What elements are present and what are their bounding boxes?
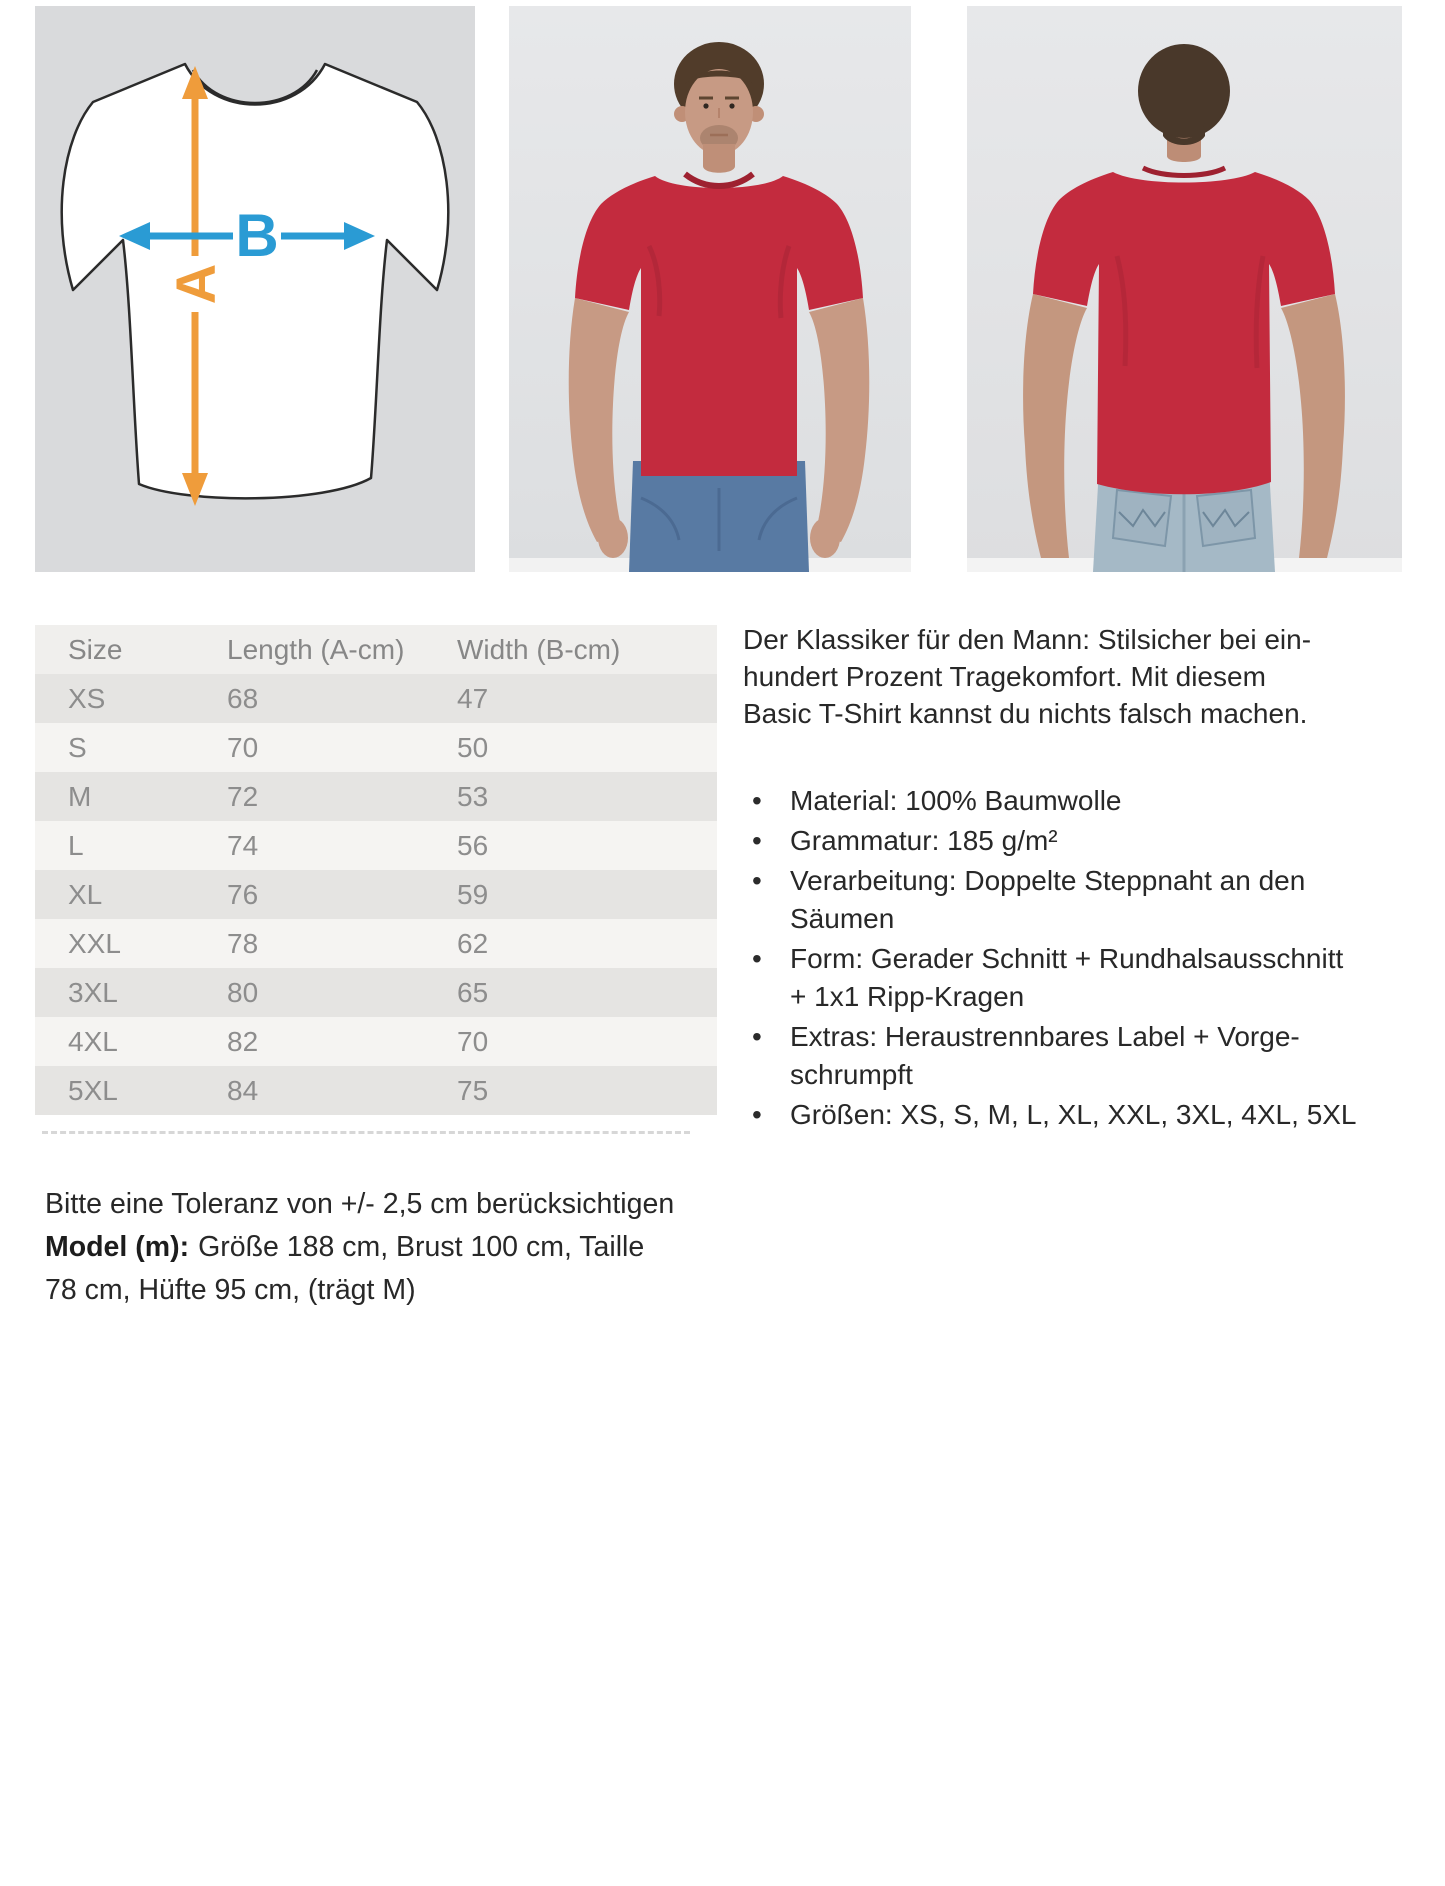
table-cell: 82: [227, 1025, 259, 1057]
table-row: [35, 1017, 717, 1066]
table-cell: 75: [457, 1074, 489, 1106]
tshirt-measurement-diagram: [35, 6, 475, 572]
table-cell: 53: [457, 780, 489, 812]
bullet-item: [743, 862, 1393, 938]
table-cell: L: [68, 829, 84, 861]
table-cell: 65: [457, 976, 489, 1008]
table-row: [35, 1066, 717, 1115]
header-cell: Width (B-cm): [457, 633, 621, 665]
table-row: [35, 821, 717, 870]
label-b: B: [235, 202, 279, 269]
model-measurements: Größe 188 cm, Brust 100 cm, Taille: [198, 1231, 645, 1263]
header-cell: Size: [68, 633, 123, 665]
front-left-hand: [598, 518, 628, 558]
intro-line: hundert Prozent Tragekomfort. Mit diesem: [743, 661, 1266, 692]
header-cell: Length (A-cm): [227, 633, 405, 665]
table-cell: 78: [227, 927, 259, 959]
table-row: [35, 968, 717, 1017]
bullet-item: [743, 1018, 1393, 1094]
label-a: A: [164, 263, 227, 305]
table-cell: 50: [457, 731, 489, 763]
bullet-line: + 1x1 Ripp-Kragen: [790, 981, 1025, 1012]
bullet-line: • Form: Gerader Schnitt + Rundhalsausschnitt: [790, 943, 1344, 974]
table-cell: 76: [227, 878, 259, 910]
table-cell: XXL: [68, 927, 121, 959]
model-back-illustration: [967, 6, 1402, 572]
model-front-illustration: [509, 6, 911, 572]
front-right-hand: [810, 518, 840, 558]
size-chart-table: [35, 625, 717, 1115]
table-cell: 56: [457, 829, 489, 861]
table-scroll-artifact: [42, 1131, 690, 1134]
table-cell: 72: [227, 780, 259, 812]
table-row: [35, 870, 717, 919]
intro-line: Basic T-Shirt kannst du nichts falsch machen.: [743, 698, 1308, 729]
model-front-photo: [509, 6, 911, 572]
table-row: [35, 723, 717, 772]
description-intro: [743, 621, 1393, 732]
bullet-item: [743, 822, 1393, 860]
model-back-photo: [967, 6, 1402, 572]
table-cell: 84: [227, 1074, 259, 1106]
table-cell: 4XL: [68, 1025, 118, 1057]
table-cell: 47: [457, 682, 489, 714]
table-row: [35, 919, 717, 968]
table-cell: S: [68, 731, 87, 763]
size-notes: [45, 1183, 674, 1312]
table-header-row: [35, 625, 717, 674]
table-cell: 3XL: [68, 976, 118, 1008]
table-cell: 70: [457, 1025, 489, 1057]
model-label: Model (m):: [45, 1231, 190, 1263]
model-info-line2: 78 cm, Hüfte 95 cm, (trägt M): [45, 1274, 416, 1306]
table-row: [35, 674, 717, 723]
tolerance-note: Bitte eine Toleranz von +/- 2,5 cm berücksichtigen: [45, 1188, 675, 1220]
bullet-line: • Grammatur: 185 g/m²: [790, 825, 1058, 856]
table-cell: 68: [227, 682, 259, 714]
table-cell: M: [68, 780, 92, 812]
table-cell: XL: [68, 878, 103, 910]
table-cell: 5XL: [68, 1074, 118, 1106]
bullet-line: • Größen: XS, S, M, L, XL, XXL, 3XL, 4XL, 5XL: [790, 1099, 1357, 1130]
table-row: [35, 772, 717, 821]
table-cell: 74: [227, 829, 259, 861]
bullet-line: • Material: 100% Baumwolle: [790, 785, 1122, 816]
table-cell: 59: [457, 878, 489, 910]
size-diagram-image: [35, 6, 475, 572]
bullet-item: [743, 782, 1393, 820]
description-bullets: [743, 782, 1393, 1134]
intro-line: Der Klassiker für den Mann: Stilsicher bei ein-: [743, 624, 1312, 655]
bullet-line: schrumpft: [790, 1059, 913, 1090]
table-cell: 80: [227, 976, 259, 1008]
bullet-item: [743, 1096, 1393, 1134]
table-cell: 70: [227, 731, 259, 763]
bullet-line: Säumen: [790, 903, 895, 934]
bullet-item: [743, 940, 1393, 1016]
product-description: [743, 621, 1393, 1136]
table-cell: XS: [68, 682, 106, 714]
front-neck: [703, 144, 735, 173]
model-info-line1: [45, 1226, 674, 1269]
bullet-line: • Extras: Heraustrennbares Label + Vorge-: [790, 1021, 1300, 1052]
bullet-line: • Verarbeitung: Doppelte Steppnaht an den: [790, 865, 1306, 896]
front-jeans: [629, 461, 809, 572]
table-cell: 62: [457, 927, 489, 959]
